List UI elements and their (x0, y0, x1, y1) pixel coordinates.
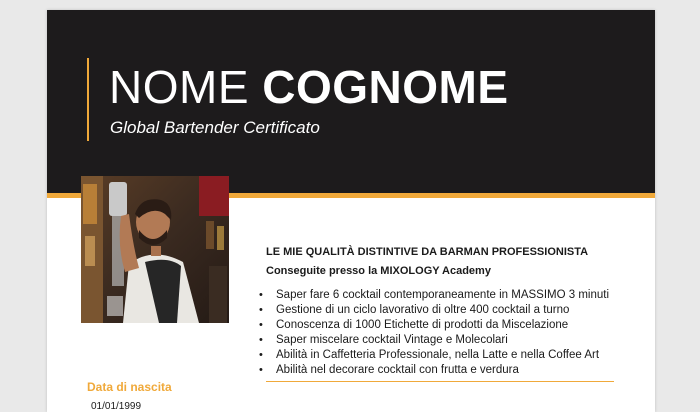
profile-photo (81, 176, 229, 323)
quality-text: Abilità nel decorare cocktail con frutta e verdura (276, 364, 519, 376)
last-name: COGNOME (262, 61, 509, 113)
resume-page (47, 10, 655, 412)
list-item (258, 288, 609, 303)
qualities-list (258, 288, 609, 378)
quality-text: Saper miscelare cocktail Vintage e Molecolari (276, 334, 508, 346)
dob-label: Data di nascita (87, 380, 172, 394)
qualities-subtitle: Conseguite presso la MIXOLOGY Academy (266, 265, 491, 277)
quality-text: Saper fare 6 cocktail contemporaneamente in MASSIMO 3 minuti (276, 289, 610, 301)
list-item (258, 348, 609, 363)
bullet-icon: • (259, 364, 263, 376)
dob-value: 01/01/1999 (91, 401, 142, 412)
list-item (258, 303, 609, 318)
qualities-title: LE MIE QUALITÀ DISTINTIVE DA BARMAN PROFESSIONISTA (266, 246, 589, 258)
full-name (109, 60, 509, 114)
quality-text: Gestione di un ciclo lavorativo di oltre 400 cocktail a turno (276, 304, 570, 316)
list-item (258, 318, 609, 333)
resume-header (47, 10, 655, 193)
quality-text: Abilità in Caffetteria Professionale, nella Latte e nella Coffee Art (276, 349, 600, 361)
job-title: Global Bartender Certificato (110, 118, 320, 137)
qualities-divider (266, 381, 614, 382)
list-item (258, 363, 609, 378)
bullet-icon: • (259, 289, 263, 301)
bullet-icon: • (259, 319, 263, 331)
bullet-icon: • (259, 349, 263, 361)
quality-text: Conoscenza di 1000 Etichette di prodotti da Miscelazione (276, 319, 569, 331)
first-name: NOME (109, 61, 249, 113)
bullet-icon: • (259, 334, 263, 346)
list-item (258, 333, 609, 348)
bullet-icon: • (259, 304, 263, 316)
accent-bar (87, 58, 89, 141)
